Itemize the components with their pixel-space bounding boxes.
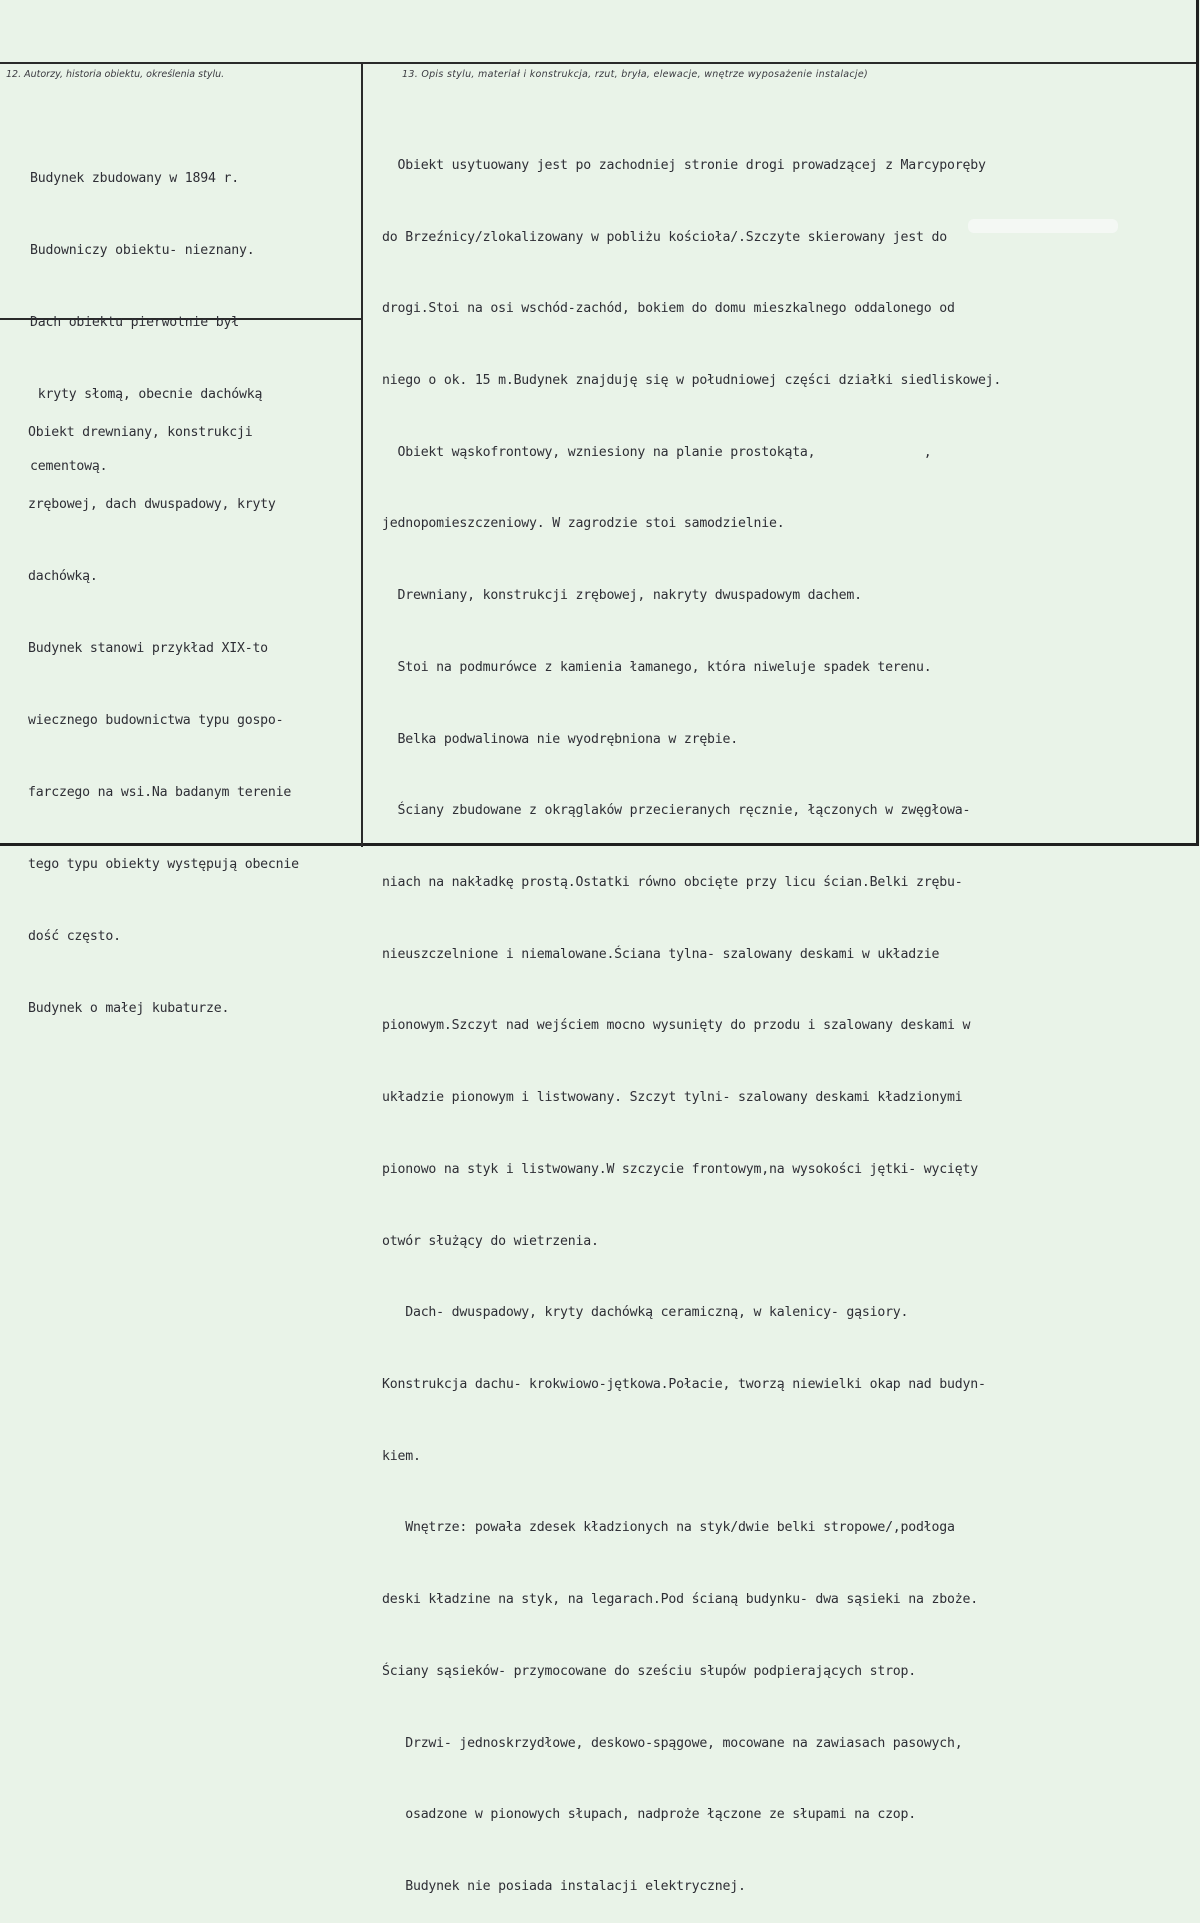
column-divider	[361, 62, 363, 847]
text-line: Belka podwalinowa nie wyodrębniona w zrębie.	[382, 731, 739, 747]
text-line: dość często.	[28, 929, 121, 944]
header-rule	[0, 62, 1196, 64]
text-line: Dach- dwuspadowy, kryty dachówką ceramiczną, w kalenicy- gąsiory.	[382, 1305, 909, 1321]
text-line: Wnętrze: powała zdesek kładzionych na styk/dwie belki stropowe/,podłoga	[382, 1520, 955, 1536]
style-definition-text	[28, 373, 299, 1045]
text-line: Ściany sąsieków- przymocowane do sześciu słupów podpierających strop.	[382, 1663, 917, 1679]
text-line: Stoi na podmurówce z kamienia łamanego, która niweluje spadek terenu.	[382, 659, 932, 675]
text-line: do Brzeźnicy/zlokalizowany w pobliżu kościoła/.Szczyte skierowany jest do	[382, 229, 947, 245]
text-line: Konstrukcja dachu- krokwiowo-jętkowa.Połacie, tworzą niewielki okap nad budyn-	[382, 1377, 986, 1393]
text-line: farczego na wsi.Na badanym terenie	[28, 785, 292, 800]
text-line: deski kładzine na styk, na legarach.Pod ścianą budynku- dwa sąsieki na zboże.	[382, 1592, 978, 1608]
text-line: nieuszczelnione i niemalowane.Ściana tylna- szalowany deskami w układzie	[382, 946, 940, 962]
text-line: Budowniczy obiektu- nieznany.	[30, 243, 255, 258]
section-12-header: 12. Autorzy, historia obiektu, określenia stylu.	[6, 69, 225, 80]
text-line: kiem.	[382, 1448, 421, 1464]
text-line: Obiekt drewniany, konstrukcji	[28, 425, 253, 440]
text-line: Drzwi- jednoskrzydłowe, deskowo-spągowe, mocowane na zawiasach pasowych,	[382, 1735, 963, 1751]
text-line: dachówką.	[28, 569, 98, 584]
text-line: układzie pionowym i listwowany. Szczyt tylni- szalowany deskami kładzionymi	[382, 1090, 963, 1106]
text-line: Obiekt wąskofrontowy, wzniesiony na planie prostokąta, ,	[382, 444, 932, 460]
text-line: Budynek stanowi przykład XIX-to	[28, 641, 268, 656]
text-line: Ściany zbudowane z okrąglaków przecieranych ręcznie, łączonych w zwęgłowa-	[382, 803, 971, 819]
text-line: kryty słomą, obecnie dachówką	[30, 387, 263, 402]
text-line: pionowo na styk i listwowany.W szczycie frontowym,na wysokości jętki- wycięty	[382, 1161, 978, 1177]
text-line: cementową.	[30, 459, 108, 474]
text-line: Budynek o małej kubaturze.	[28, 1001, 230, 1016]
text-line: Drewniany, konstrukcji zrębowej, nakryty dwuspadowym dachem.	[382, 588, 862, 604]
text-line: wiecznego budownictwa typu gospo-	[28, 713, 284, 728]
text-line: osadzone w pionowych słupach, nadproże łączone ze słupami na czop.	[382, 1807, 917, 1823]
text-line: niego o ok. 15 m.Budynek znajduję się w południowej części działki siedliskowej.	[382, 372, 1002, 388]
text-line: drogi.Stoi na osi wschód-zachód, bokiem do domu mieszkalnego oddalonego od	[382, 301, 955, 317]
correction-fluid-mark	[968, 219, 1118, 233]
text-line: Budynek nie posiada instalacji elektrycznej.	[382, 1879, 746, 1895]
text-line: Obiekt usytuowany jest po zachodniej stronie drogi prowadzącej z Marcyporęby	[382, 157, 986, 173]
text-line: niach na nakładkę prostą.Ostatki równo obcięte przy licu ścian.Belki zrębu-	[382, 875, 963, 890]
text-line: otwór służący do wietrzenia.	[382, 1233, 599, 1249]
text-line: tego typu obiekty występują obecnie	[28, 857, 299, 872]
text-line: pionowym.Szczyt nad wejściem mocno wysunięty do przodu i szalowany deskami w	[382, 1018, 971, 1034]
text-line: Budynek zbudowany w 1894 r.	[30, 171, 239, 186]
text-line: Dach obiektu pierwotnie był	[30, 315, 239, 330]
text-line: jednopomieszczeniowy. W zagrodzie stoi samodzielnie.	[382, 516, 785, 532]
section-13-header: 13. Opis stylu, materiał i konstrukcja, rzut, bryła, elewacje, wnętrze wyposażenie instalacje)	[402, 69, 869, 80]
description-text	[382, 106, 1001, 1923]
text-line: zrębowej, dach dwuspadowy, kryty	[28, 497, 276, 512]
